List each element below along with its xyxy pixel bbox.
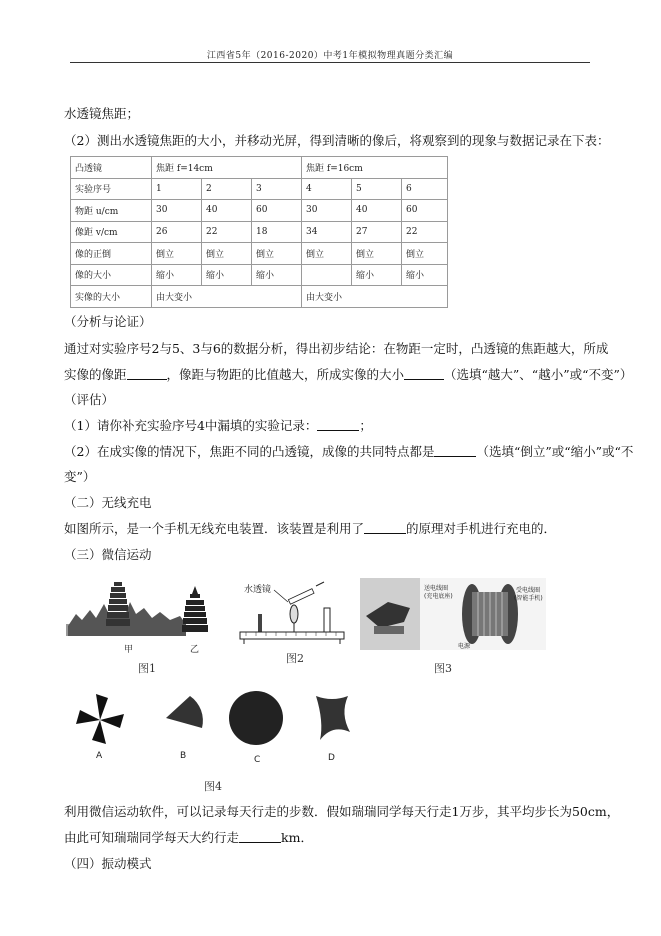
- figure-3-label-send-base: (充电底座): [424, 593, 453, 600]
- text-line-3: （分析与论证）: [64, 314, 152, 329]
- answer-blank-6[interactable]: [239, 830, 281, 843]
- figure-2-label-water-lens: 水透镜: [244, 585, 272, 595]
- text-line-12: （三）微信运动: [64, 547, 152, 562]
- answer-blank-5[interactable]: [364, 521, 406, 534]
- table-cell: 由大变小: [302, 286, 448, 308]
- table-row: [71, 157, 448, 179]
- text-segment: （1）请你补充实验序号4中漏填的实验记录：: [64, 418, 318, 433]
- text-segment: 实像的像距: [64, 367, 127, 382]
- table-cell: 18: [252, 221, 302, 243]
- table-row: [71, 286, 448, 308]
- table-cell: 60: [252, 200, 302, 222]
- table-cell: 缩小: [252, 264, 302, 286]
- table-cell-missing: [302, 264, 352, 286]
- table-cell: 物距 u/cm: [71, 200, 152, 222]
- figure-3-wireless-charger: [360, 578, 546, 656]
- table-cell: 40: [202, 200, 252, 222]
- figure-1-caption: 图1: [138, 662, 156, 675]
- table-cell: 实像的大小: [71, 286, 152, 308]
- data-table: [70, 156, 448, 308]
- figure-4-label-a: A: [96, 751, 103, 761]
- page-header: 江西省5年（2016-2020）中考1年模拟物理真题分类汇编: [206, 51, 454, 61]
- text-line-11: [64, 521, 604, 537]
- figure-1-label-yi: 乙: [190, 645, 200, 655]
- table-row: [71, 200, 448, 222]
- figure-3-label-receive-coil: 受电线圈: [516, 587, 541, 594]
- header-rule: [70, 62, 590, 63]
- table-cell: 实验序号: [71, 178, 152, 200]
- figure-4-label-b: B: [180, 751, 187, 761]
- table-cell: 像距 v/cm: [71, 221, 152, 243]
- table-cell: 60: [402, 200, 448, 222]
- table-cell: 4: [302, 178, 352, 200]
- text-segment: ，像距与物距的比值越大，所成实像的大小: [166, 367, 405, 382]
- text-line-15: （四）振动模式: [64, 856, 152, 871]
- table-cell: 倒立: [252, 243, 302, 265]
- text-segment: 由此可知瑞瑞同学每天大约行走: [64, 830, 240, 845]
- figure-4-label-c: C: [254, 755, 261, 765]
- text-line-5: [64, 367, 633, 383]
- table-cell: 焦距 f=14cm: [152, 157, 302, 179]
- figure-4-caption: 图4: [204, 780, 222, 793]
- figure-3-caption: 图3: [434, 662, 452, 675]
- table-cell: 3: [252, 178, 302, 200]
- text-line-9: 变”）: [64, 469, 96, 484]
- figure-4-label-d: D: [328, 753, 335, 763]
- answer-blank-1[interactable]: [127, 367, 167, 380]
- answer-blank-4[interactable]: [434, 444, 476, 457]
- table-cell: 22: [402, 221, 448, 243]
- sector-shape-b: [166, 696, 203, 728]
- table-cell: 1: [152, 178, 202, 200]
- table-cell: 2: [202, 178, 252, 200]
- table-cell: 22: [202, 221, 252, 243]
- irregular-shape-d: [316, 696, 350, 740]
- text-segment: （选填“倒立”或“缩小”或“不: [476, 444, 634, 459]
- table-cell: 凸透镜: [71, 157, 152, 179]
- text-line-13: 利用微信运动软件，可以记录每天行走的步数．假如瑞瑞同学每天行走1万步，其平均步长为50cm，: [64, 804, 620, 819]
- table-cell: 焦距 f=16cm: [302, 157, 448, 179]
- table-cell: 像的大小: [71, 264, 152, 286]
- text-line-7: [64, 418, 604, 434]
- text-line-2: （2）测出水透镜焦距的大小，并移动光屏，得到清晰的像后，将观察到的现象与数据记录在下表：: [64, 133, 610, 148]
- table-row: [71, 178, 448, 200]
- text-line-4: 通过对实验序号2与5、3与6的数据分析，得出初步结论：在物距一定时，凸透镜的焦距越大，所成: [64, 341, 609, 356]
- table-cell: 27: [352, 221, 402, 243]
- figure-3-label-power: 电源: [458, 643, 471, 650]
- text-segment: 的原理对手机进行充电的．: [406, 521, 557, 536]
- table-cell: 26: [152, 221, 202, 243]
- table-cell: 倒立: [152, 243, 202, 265]
- table-cell: 倒立: [202, 243, 252, 265]
- table-cell: 30: [302, 200, 352, 222]
- text-segment: 如图所示，是一个手机无线充电装置．该装置是利用了: [64, 521, 365, 536]
- circle-shape-c: [229, 691, 283, 745]
- text-segment: ；: [359, 418, 372, 433]
- text-line-1: 水透镜焦距；: [64, 106, 140, 121]
- figure-2-caption: 图2: [286, 652, 304, 665]
- figure-1-pagoda-image: [66, 574, 226, 658]
- table-cell: 由大变小: [152, 286, 302, 308]
- figure-4-shapes: [70, 688, 370, 774]
- table-cell: 34: [302, 221, 352, 243]
- table-cell: 倒立: [302, 243, 352, 265]
- text-line-6: （评估）: [64, 392, 115, 407]
- table-cell: 30: [152, 200, 202, 222]
- figure-3-label-send-coil: 送电线圈: [424, 585, 449, 592]
- text-line-8: [64, 444, 634, 460]
- table-row: [71, 243, 448, 265]
- table-cell: 5: [352, 178, 402, 200]
- table-row: [71, 264, 448, 286]
- text-segment: （2）在成实像的情况下，焦距不同的凸透镜，成像的共同特点都是: [64, 444, 435, 459]
- table-cell: 缩小: [202, 264, 252, 286]
- table-cell: 像的正倒: [71, 243, 152, 265]
- answer-blank-2[interactable]: [404, 367, 444, 380]
- text-segment: km．: [281, 830, 313, 845]
- table-cell: 缩小: [152, 264, 202, 286]
- fan-shape-a: [76, 694, 124, 744]
- table-row: [71, 221, 448, 243]
- table-cell: 缩小: [352, 264, 402, 286]
- table-cell: 40: [352, 200, 402, 222]
- table-cell: 6: [402, 178, 448, 200]
- answer-blank-3[interactable]: [317, 418, 359, 431]
- figure-3-label-receive-phone: (智能手机): [514, 595, 543, 602]
- text-segment: （选填“越大”、“越小”或“不变”）: [444, 367, 633, 382]
- text-line-10: （二）无线充电: [64, 495, 152, 510]
- table-cell: 倒立: [352, 243, 402, 265]
- text-line-14: [64, 830, 604, 846]
- table-cell: 缩小: [402, 264, 448, 286]
- figure-1-label-jia: 甲: [124, 645, 134, 655]
- table-cell: 倒立: [402, 243, 448, 265]
- figure-2-optical-bench: [236, 580, 348, 646]
